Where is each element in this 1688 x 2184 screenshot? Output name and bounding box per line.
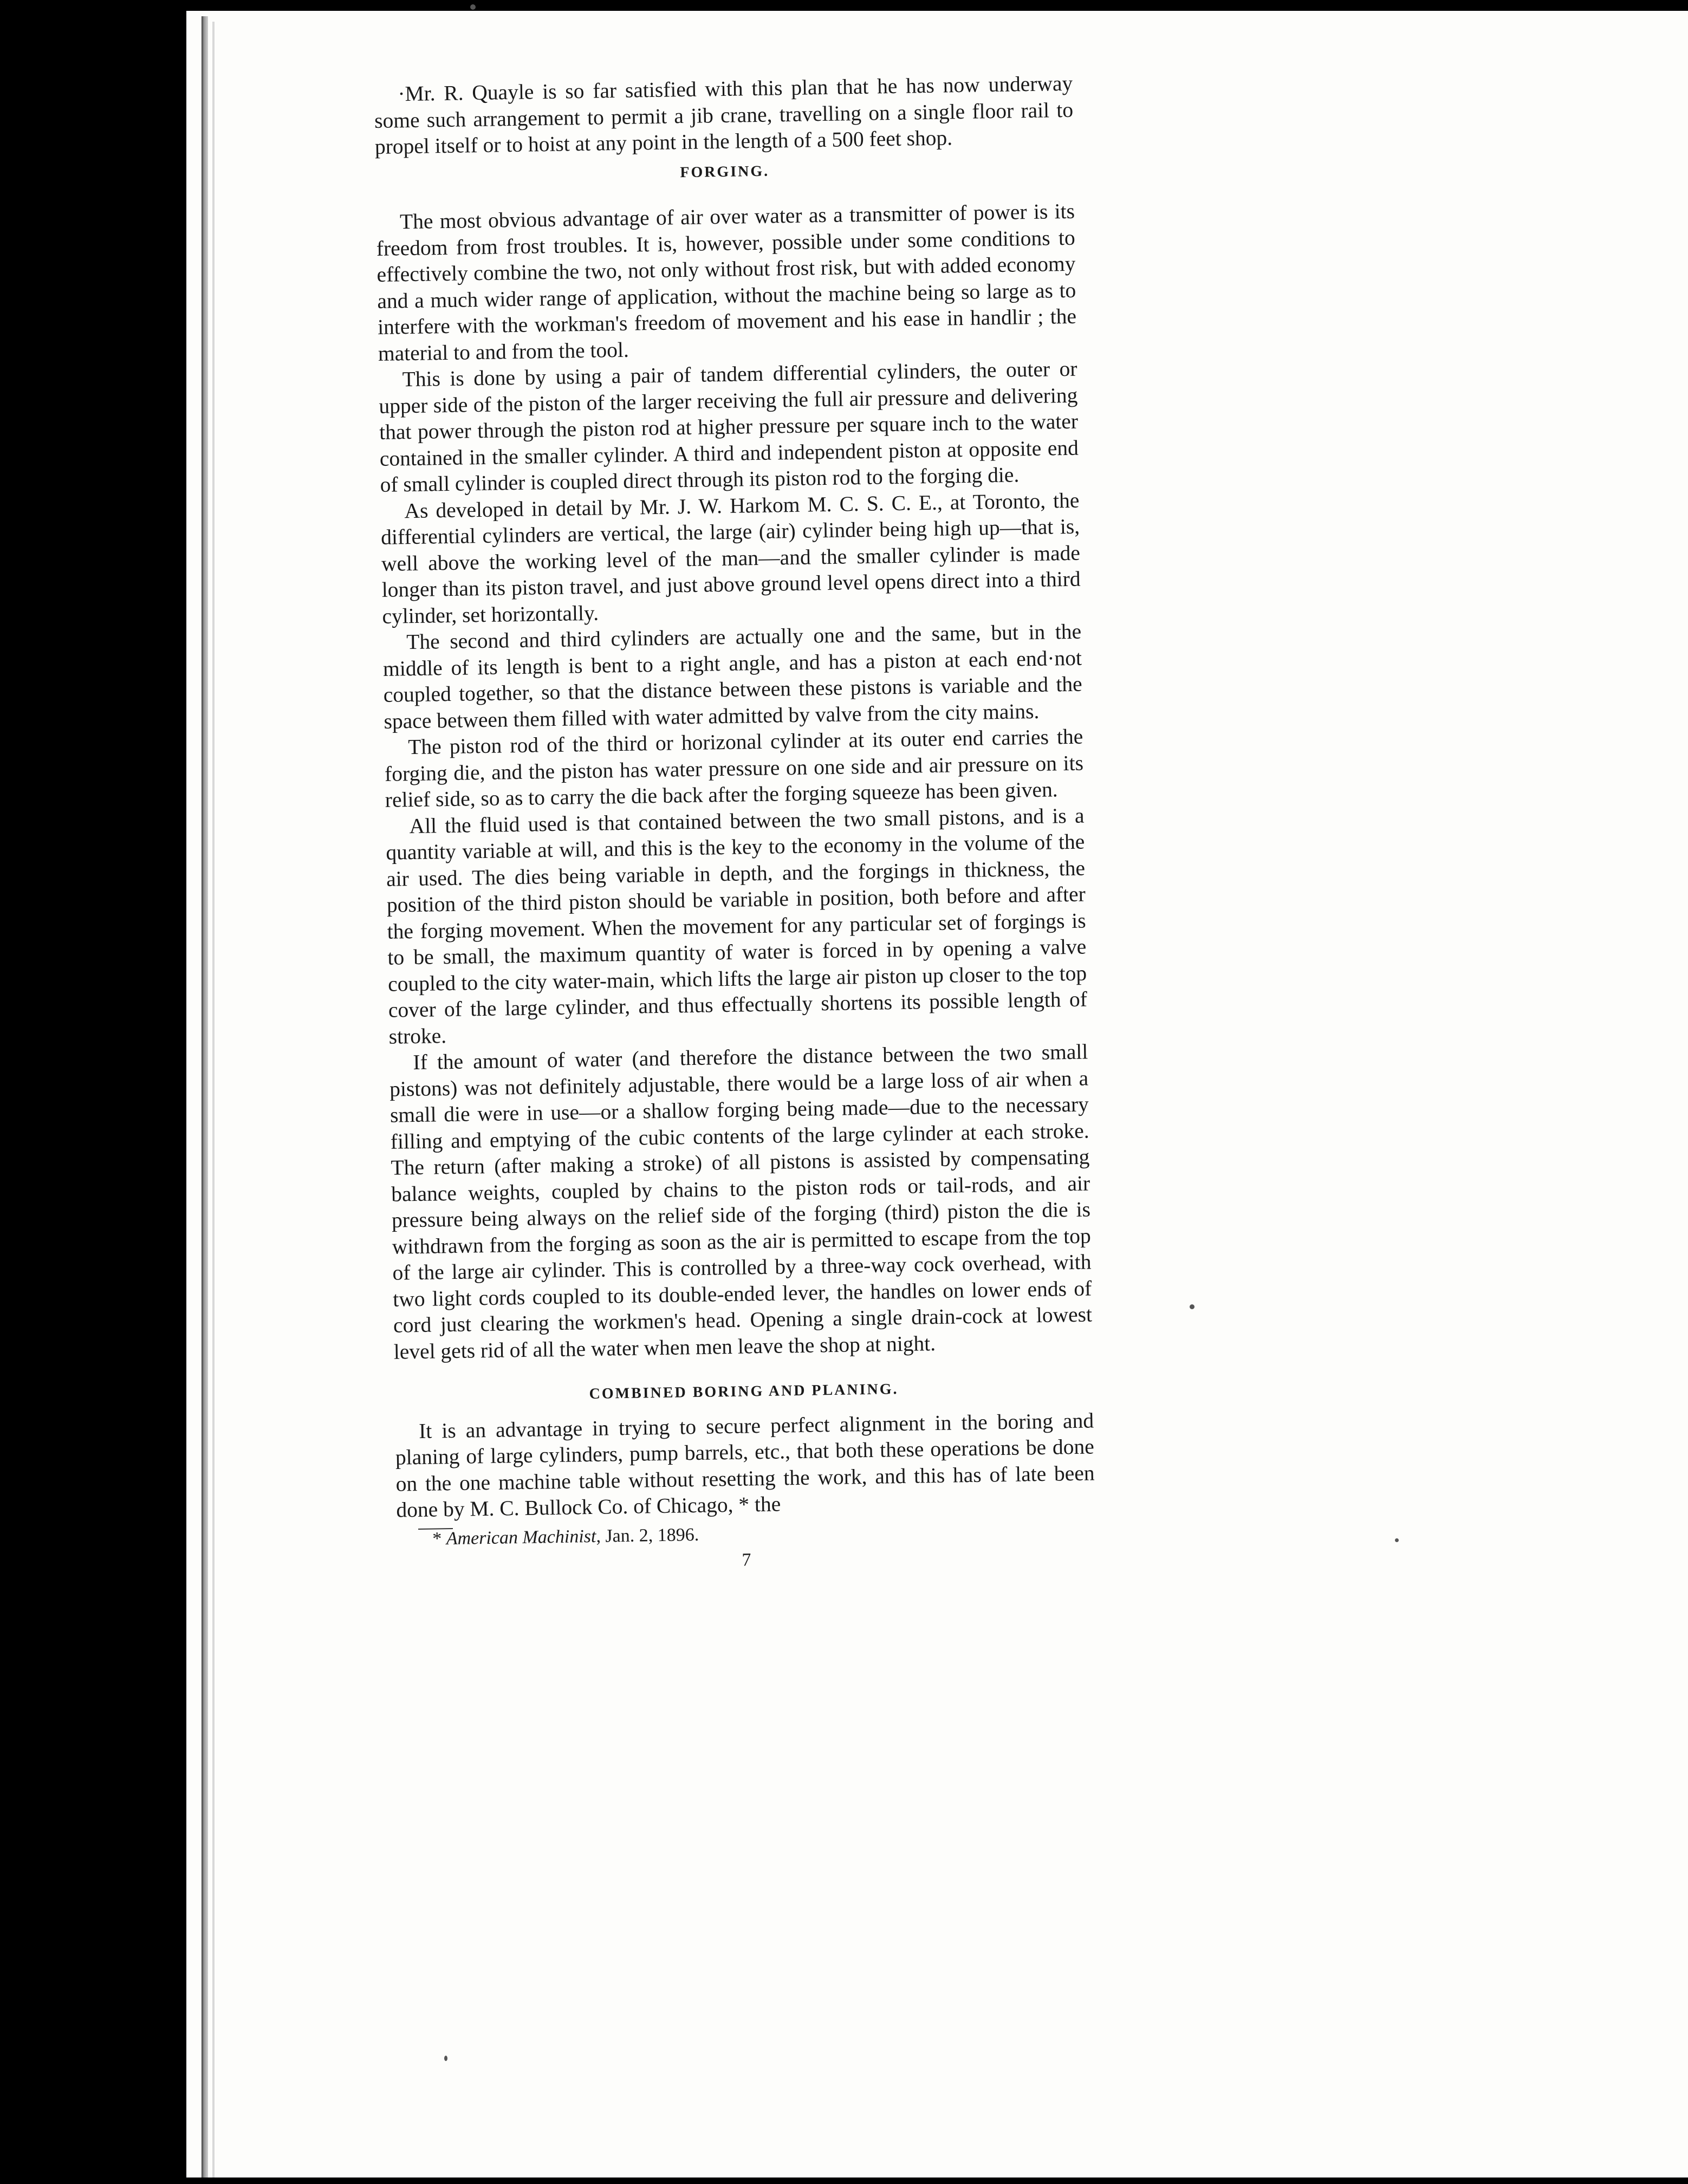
- page-number: 7: [742, 1549, 751, 1570]
- paragraph: ·Mr. R. Quayle is so far satisfied with this plan that he has now underway some such arrangement to permit a jib crane, travelling on a single floor rail to propel itself or to hoist at any point in the length of a 500 feet shop.: [374, 71, 1074, 159]
- paragraph: If the amount of water (and therefore the distance between the two small pistons) was not definitely adjustable, there would be a large loss of air when a small die were in use—or a shallow forging being made—due to the necessary filling and emptying of the cubic contents of the large cylinder at each stroke. The return (after making a stroke) of all pistons is assisted by compensating balance weights, coupled by chains to the piston rods or tail-rods, and air pressure being always on the relief side of the forging (third) piston the die is withdrawn from the forging as soon as the air is permitted to escape from the top of the large air cylinder. This is controlled by a three-way cock overhead, with two light cords coupled to its double-ended lever, the handles on lower ends of cord just clearing the workmen's head. Opening a single drain-cock at lowest level gets rid of all the water when men leave the shop at night.: [389, 1039, 1093, 1364]
- section-heading-forging: FORGING.: [680, 162, 770, 181]
- paragraph: As developed in detail by Mr. J. W. Harkom M. C. S. C. E., at Toronto, the differential cylinders are vertical, the large (air) cylinder being high up—that is, well above the working level of the man—and the smaller cylinder is made longer than its piston travel, and just above ground level opens direct into a third cylinder, set horizontally.: [380, 488, 1081, 628]
- scan-speck: [470, 4, 476, 10]
- binding-edge-highlight: [212, 22, 215, 2178]
- paragraph: All the fluid used is that contained between the two small pistons, and is a quantity variable at will, and this is the key to the economy in the volume of the air used. The dies being variable in depth, and the forgings in thickness, the position of the third piston should be variable in position, both before and after the forging movement. When the movement for any particular set of forgings is to be small, the maximum quantity of water is forced in by opening a valve coupled to the city water-main, which lifts the large air piston up closer to the top cover of the large cylinder, and thus effectually shortens its possible length of stroke.: [386, 803, 1088, 1049]
- paragraph: It is an advantage in trying to secure perfect alignment in the boring and planing of large cylinders, pump barrels, etc., that both these operations be done on the one machine table without resetting the work, and this has of late been done by M. C. Bullock Co. of Chicago, * the: [395, 1408, 1095, 1522]
- footnote-marker: *: [432, 1528, 447, 1549]
- paragraph: The second and third cylinders are actually one and the same, but in the middle of its length is bent to a right angle, and has a piston at each end·not coupled together, so that the distance between these pistons is variable and the space between them filled with water admitted by valve from the city mains.: [382, 619, 1082, 733]
- section-heading-boring-planing: COMBINED BORING AND PLANING.: [589, 1381, 899, 1403]
- binding-edge: [202, 16, 208, 2178]
- footnote-source: American Machinist: [446, 1526, 596, 1549]
- footnote-date: , Jan. 2, 1896.: [596, 1524, 699, 1546]
- scan-speck: [1395, 1538, 1399, 1542]
- paragraph: This is done by using a pair of tandem differential cylinders, the outer or upper side of the piston of the larger receiving the full air pressure and delivering that power through the piston rod at higher pressure per square inch to the water contained in the smaller cylinder. A third and independent piston at opposite end of small cylinder is coupled direct through its piston rod to the forging die.: [379, 356, 1079, 497]
- scan-speck: [1190, 1304, 1194, 1309]
- article-body: [374, 70, 1096, 1579]
- scan-speck: [444, 2056, 447, 2061]
- paragraph: The most obvious advantage of air over water as a transmitter of power is its freedom from frost troubles. It is, however, possible under some conditions to effectively combine the two, not only without frost risk, but with added economy and a much wider range of application, without the machine being so large as to interfere with the workman's freedom of movement and his ease in handlir ; the material to and from the tool.: [376, 199, 1077, 366]
- paragraph: The piston rod of the third or horizonal cylinder at its outer end carries the forging die, and the piston has water pressure on one side and air pressure on its relief side, so as to carry the die back after the forging squeeze has been given.: [384, 724, 1084, 812]
